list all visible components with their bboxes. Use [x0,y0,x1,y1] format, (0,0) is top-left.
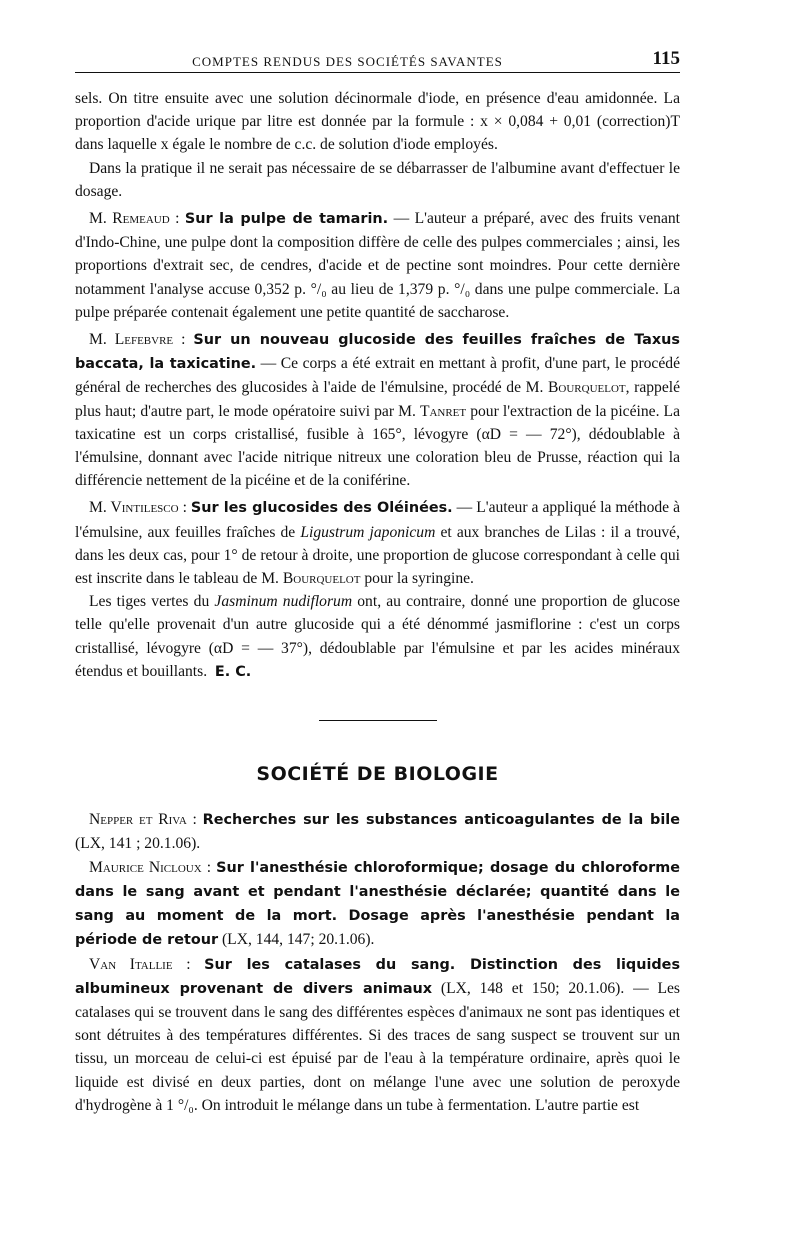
author-name: M. Lefebvre [89,331,174,349]
paragraph-text: — L'auteur a préparé, avec des fruits venant d'Indo-Chine, une pulpe dont la composition diffère de celle des pulpes commerciales ; ainsi, les proportions d'extrait sec, de cendres, d'acide et de pectine sont moindres. Pour cette dernière notamment l'analyse accuse 0,352 p. °/₀ au lieu de 1,379 p. °/₀ dans une pulpe commerciale. La pulpe préparée contenait également une petite quantité de saccharose. [75,210,680,321]
paragraph-text: ont, au contraire, donné une proportion de glucose telle qu'elle provenait d'un autre glucoside qui a été dénommé jasmiflorine : c'est un corps cristallisé, lévogyre (αD = — 37°), dédoublable par l'émulsine et par les acides minéraux étendus et bouillants. [75,593,680,680]
page-number: 115 [652,48,680,69]
separator: : [201,858,217,876]
signature: E. C. [214,663,252,680]
article-title: Sur la pulpe de tamarin. [184,211,389,228]
author-name: Maurice Nicloux [89,858,202,876]
separator: : [178,499,191,517]
paragraph-remeaud [75,207,680,324]
cited-name: Tanret [419,402,467,420]
article-title: Sur un nouveau glucoside des feuilles fraîches de Taxus baccata, la taxicatine. [75,332,680,373]
paragraph-text: — L'auteur a appliqué la méthode à l'émulsine, aux feuilles fraîches de [75,499,681,541]
paragraph-text: pour la syringine. [360,570,474,588]
paragraph-text: sels. On titre ensuite avec une solution décinormale d'iode, en présence d'eau amidonnée. La proportion d'acide urique par litre est donnée par la formule : x × 0,084 + 0,01 (correction)T dans laquelle x égale le nombre de c.c. de solution d'iode employés. [75,90,680,154]
article-title: Sur les glucosides des Oléinées. [190,500,453,517]
author-name: M. Remeaud [89,210,170,228]
entry-nepper-riva [75,808,680,855]
paragraph-text: Les tiges vertes du [89,593,215,611]
paragraph-text: , rappelé plus haut; d'autre part, le mode opératoire suivi par M. [75,379,681,420]
reference: (LX, 148 et 150; 20.1.06). [432,979,625,997]
section-title: SOCIÉTÉ DE BIOLOGIE [256,763,499,786]
paragraph-uric-acid [75,87,680,157]
cited-name: Bourquelot [548,379,626,397]
separator: : [186,811,203,829]
paragraph-text: — Les catalases qui se trouvent dans le sang des différentes espèces d'animaux ne sont pas identiques et sont détruites à des températures différentes. Si des traces de sang suspect se trouvent sur un tissu, un morceau de celui-ci est épuisé par de l'eau à la température ordinaire, après quoi le liquide est divisé en deux parties, dont on mélange l'une avec une solution de peroxyde d'hydrogène à 1 °/₀. On introduit le mélange dans un tube à fermentation. L'autre partie est [75,979,680,1114]
paragraph-text: Dans la pratique il ne serait pas nécessaire de se débarrasser de l'albumine avant d'effectuer le dosage. [75,159,680,200]
separator: : [172,955,205,973]
cited-name: Bourquelot [282,570,361,588]
article-title: Sur les catalases du sang. Distinction des liquides albumineux provenant de divers animaux [75,956,681,997]
page-body [75,87,680,1117]
paragraph-albumin [75,157,680,203]
species-name: Jasminum nudiflorum [214,593,353,611]
section-divider [319,720,437,721]
reference: (LX, 141 ; 20.1.06). [75,835,201,853]
separator: : [169,210,185,228]
reference: (LX, 144, 147; 20.1.06). [218,931,375,949]
author-name: Van Itallie [89,955,173,973]
page-header [75,44,680,73]
paragraph-text: et aux branches de Lilas : il a trouvé, dans les deux cas, pour 1° de retour à droite, une proportion de glucose correspondant à celle qui est inscrite dans le tableau de M. [75,523,680,588]
paragraph-lefebvre [75,328,680,492]
species-name: Ligustrum japonicum [300,523,436,541]
author-name: M. Vintilesco [89,499,179,517]
author-name: Nepper et Riva [89,811,187,829]
paragraph-jasminum [75,590,680,684]
entry-van-itallie [75,953,680,1117]
paragraph-text: pour l'extraction de la picéine. La taxicatine est un corps cristallisé, fusible à 165°, lévogyre (αD = — 72°), dédoublable à l'émulsine, donnant avec l'acide nitrique nitreux une coloration bleu de Prusse, réaction qui la différencie nettement de la picéine et de la coniférine. [75,402,680,490]
paragraph-text: — Ce corps a été extrait en mettant à profit, d'une part, le procédé général de recherches des glucosides à l'aide de l'émulsine, procédé de M. [75,355,680,397]
article-title: Recherches sur les substances anticoagulantes de la bile [202,812,680,829]
entry-nicloux [75,856,680,953]
article-title: Sur l'anesthésie chloroformique; dosage du chloroforme dans le sang avant et pendant l'anesthésie déclarée; quantité dans le sang au moment de la mort. Dosage après l'anesthésie pendant la période de retour [75,859,680,949]
paragraph-vintilesco [75,496,680,590]
separator: : [173,331,194,349]
running-title: COMPTES RENDUS DES SOCIÉTÉS SAVANTES [192,54,503,69]
